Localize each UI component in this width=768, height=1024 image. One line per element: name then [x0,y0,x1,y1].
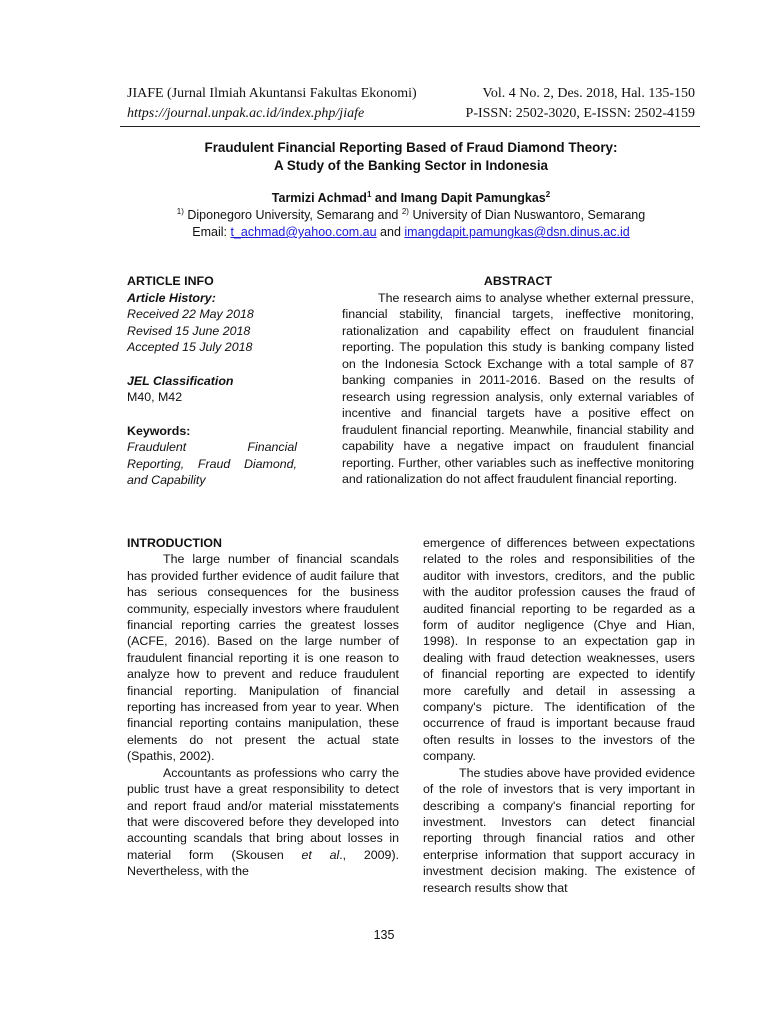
intro-p2-start: Accountants as professions who carry the public trust have a great responsibility to detect and report fraud and/or material misstatements that were discovered before they developed into accounting scandals that bring about losses in material form (Skousen [127,765,399,862]
article-history-label: Article History: [127,290,216,305]
journal-header [127,84,695,124]
email-line [100,224,722,241]
author-1: Tarmizi Achmad [271,191,367,205]
email-label: Email: [192,225,231,239]
intro-paragraph-4: The studies above have provided evidence of the role of investors that is very important in describing a company's financial reporting for investment. Investors can detect financial reporting through financial ratios and other enterprise information that support accuracy in investment decision making. The existence of research results show that [423,765,695,895]
keywords-list: Fraudulent Financial Reporting, Fraud Diamond, and Capability [127,440,297,487]
spacer [127,406,297,423]
accepted-date: Accepted 15 July 2018 [127,340,253,354]
email-and: and [376,225,405,239]
affiliation-line [100,207,722,224]
introduction-heading: INTRODUCTION [127,536,222,550]
article-info-heading: ARTICLE INFO [127,274,214,288]
intro-p2-end: ., 2009). Nevertheless, with the [127,847,400,879]
page-number: 135 [373,928,395,942]
title-block [100,139,722,241]
affiliation-2: University of Dian Nuswantoro, Semarang [408,208,646,222]
revised-date: Revised 15 June 2018 [127,323,251,338]
author-1-sup: 1 [366,189,372,199]
received-date: Received 22 May 2018 [127,307,254,321]
author-and: and [371,191,401,205]
affil-2-sup: 2) [401,206,409,216]
author-2: Imang Dapit Pamungkas [400,191,546,205]
affiliation-1: Diponegoro University, Semarang and [183,208,402,222]
intro-paragraph-3: emergence of differences between expectations related to the roles and responsibilities of the auditor with investors, creditors, and the public with the auditor profession causes the fraud of audited financial reporting to be regarded as a form of auditor negligence (Chye and Hian, 1998). In response to an expectation gap in dealing with fraud detection weaknesses, users of financial reporting are expected to identify more carefully and detail in assessing a company's picture. The identification of the occurrence of fraud is important because fraud often results in losses to the investors of the company. [423,536,695,764]
intro-paragraph-1: The large number of financial scandals has provided further evidence of audit failure that has serious consequences for the business community, especially investors where fraudulent financial reporting carries the greatest losses (ACFE, 2016). Based on the large number of fraudulent financial reporting it is one reason to analyze how to prevent and reduce fraudulent financial reporting. Manipulation of financial reporting has increased from year to year. When financial reporting contains manipulation, these elements do not present the actual state (Spathis, 2002). [127,552,399,764]
article-info-block [127,273,297,489]
header-row-1 [127,84,695,104]
spacer [127,356,297,373]
intro-p2-etal: et al [301,847,340,862]
jel-label: JEL Classification [127,373,234,388]
journal-url-link[interactable]: https://journal.unpak.ac.id/index.php/jiafe [127,106,365,121]
volume-info: Vol. 4 No. 2, Des. 2018, Hal. 135-150 [482,86,695,101]
paper-title-line-1: Fraudulent Financial Reporting Based of Fraud Diamond Theory: [204,140,618,155]
keywords-label: Keywords: [127,423,191,438]
paper-title-line-2: A Study of the Banking Sector in Indonesia [273,158,549,173]
affil-1-sup: 1) [176,206,184,216]
intro-paragraph-2 [127,765,399,880]
jel-codes: M40, M42 [127,390,183,404]
abstract-block [342,273,694,488]
abstract-heading: ABSTRACT [483,274,553,288]
abstract-text: The research aims to analyse whether external pressure, financial stability, financial targets, ineffective monitoring, rationalization and capability effect on fraudulent financial reporting. The population this study is banking company listed on the Indonesia Sctock Exchange with a total sample of 87 banking companies in 2011-2016. Based on the results of research using regression analysis, only external variables of incentive and financial targets have a positive effect on fraudulent financial reporting. Meanwhile, financial stability and capability have a negative impact on fraudulent financial reporting. Further, other variables such as ineffective monitoring and rationalization do not affect fraudulent financial reporting. [342,290,694,486]
author-2-sup: 2 [545,189,551,199]
issn-info: P-ISSN: 2502-3020, E-ISSN: 2502-4159 [465,106,695,121]
header-row-2 [127,104,695,124]
email-link-2[interactable]: imangdapit.pamungkas@dsn.dinus.ac.id [404,225,630,239]
author-line [100,190,722,207]
header-divider [120,126,700,127]
journal-name: JIAFE (Jurnal Ilmiah Akuntansi Fakultas Ekonomi) [127,86,417,101]
body-column-left [127,535,399,880]
body-column-right [423,535,695,896]
email-link-1[interactable]: t_achmad@yahoo.com.au [230,225,377,239]
